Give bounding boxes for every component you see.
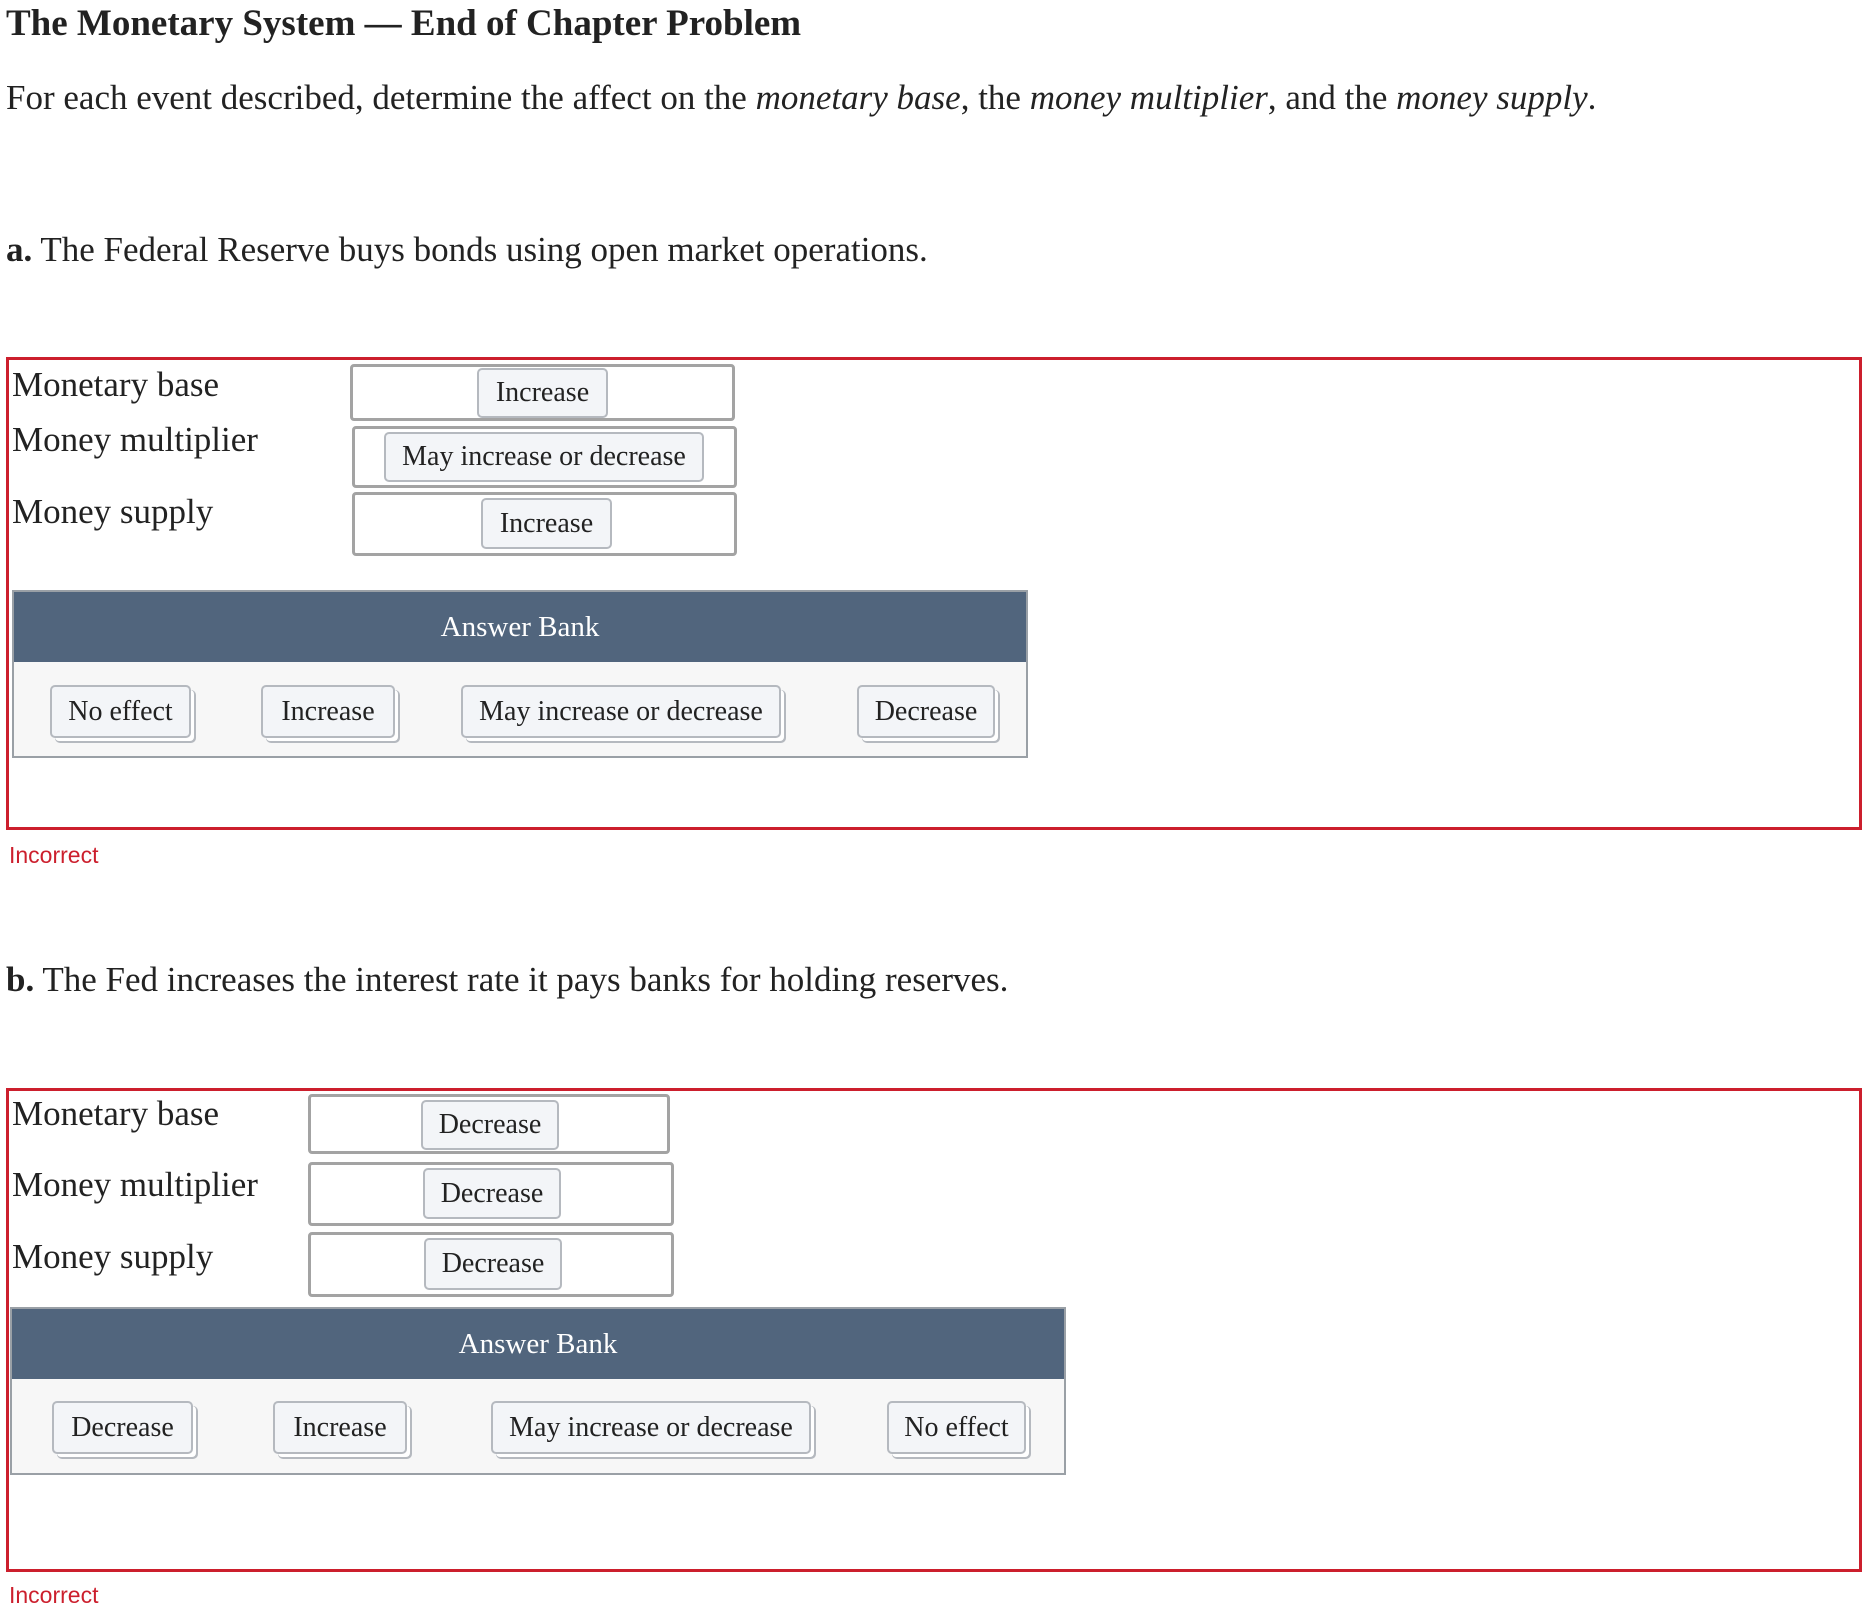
question-text: The Fed increases the interest rate it pays banks for holding reserves. bbox=[34, 960, 1009, 999]
instructions-separator: , and the bbox=[1267, 78, 1397, 117]
row-label-money-supply: Money supply bbox=[12, 1237, 214, 1276]
answer-bank-header: Answer Bank bbox=[12, 1309, 1064, 1379]
instructions bbox=[6, 78, 1596, 118]
question-letter: b. bbox=[6, 960, 35, 999]
placed-answer-chip[interactable]: Increase bbox=[477, 368, 608, 418]
placed-answer-chip[interactable]: Increase bbox=[481, 498, 612, 549]
bank-chip-may-increase-or-decrease[interactable]: May increase or decrease bbox=[461, 685, 781, 738]
dropzone-money-supply[interactable] bbox=[308, 1232, 674, 1297]
placed-answer-chip[interactable]: May increase or decrease bbox=[384, 432, 704, 482]
page-title: The Monetary System — End of Chapter Problem bbox=[6, 3, 802, 44]
bank-chip-increase[interactable]: Increase bbox=[261, 685, 395, 738]
question-letter: a. bbox=[6, 230, 33, 269]
term-money-multiplier: money multiplier bbox=[1029, 78, 1268, 117]
question-text: The Federal Reserve buys bonds using open market operations. bbox=[32, 230, 928, 269]
row-label-monetary-base: Monetary base bbox=[12, 1094, 220, 1133]
instructions-suffix: . bbox=[1587, 78, 1597, 117]
dropzone-monetary-base[interactable] bbox=[308, 1094, 670, 1154]
placed-answer-chip[interactable]: Decrease bbox=[423, 1168, 561, 1219]
row-label-money-multiplier: Money multiplier bbox=[12, 420, 258, 459]
status-incorrect-a: Incorrect bbox=[9, 842, 99, 868]
row-label-money-supply: Money supply bbox=[12, 492, 214, 531]
placed-answer-chip[interactable]: Decrease bbox=[424, 1238, 562, 1290]
answer-bank-header: Answer Bank bbox=[14, 592, 1026, 662]
dropzone-money-multiplier[interactable] bbox=[352, 426, 737, 488]
row-label-monetary-base: Monetary base bbox=[12, 365, 220, 404]
bank-chip-increase[interactable]: Increase bbox=[273, 1401, 407, 1454]
bank-chip-may-increase-or-decrease[interactable]: May increase or decrease bbox=[491, 1401, 811, 1454]
question-a-prompt bbox=[6, 230, 928, 270]
question-a-box bbox=[6, 357, 1862, 830]
dropzone-money-multiplier[interactable] bbox=[308, 1162, 674, 1226]
row-label-money-multiplier: Money multiplier bbox=[12, 1165, 258, 1204]
instructions-separator: , the bbox=[960, 78, 1030, 117]
status-incorrect-b: Incorrect bbox=[9, 1582, 99, 1608]
answer-bank bbox=[12, 590, 1028, 758]
dropzone-monetary-base[interactable] bbox=[350, 364, 735, 421]
bank-chip-no-effect[interactable]: No effect bbox=[887, 1401, 1026, 1454]
answer-bank bbox=[10, 1307, 1066, 1475]
term-monetary-base: monetary base bbox=[755, 78, 961, 117]
question-b-box bbox=[6, 1088, 1862, 1572]
bank-chip-decrease[interactable]: Decrease bbox=[857, 685, 995, 738]
question-b-prompt bbox=[6, 960, 1008, 1000]
placed-answer-chip[interactable]: Decrease bbox=[421, 1100, 559, 1150]
term-money-supply: money supply bbox=[1396, 78, 1588, 117]
bank-chip-decrease[interactable]: Decrease bbox=[52, 1401, 193, 1454]
bank-chip-no-effect[interactable]: No effect bbox=[50, 685, 191, 738]
dropzone-money-supply[interactable] bbox=[352, 492, 737, 556]
instructions-text: For each event described, determine the affect on the bbox=[6, 78, 756, 117]
